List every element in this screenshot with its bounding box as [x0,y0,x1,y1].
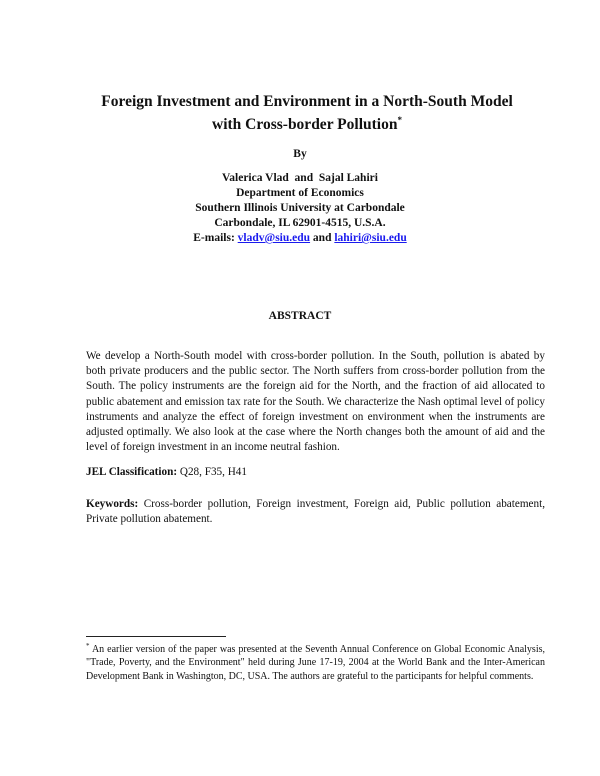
emails-and: and [312,232,332,244]
abstract-heading: ABSTRACT [268,310,332,322]
email-link-lahiri[interactable]: lahiri@siu.edu [334,232,407,244]
university: Southern Illinois University at Carbondale [195,202,405,214]
jel-label: JEL Classification: [86,466,178,478]
keywords-value: Cross-border pollution, Foreign investment, Foreign aid, Public pollution abatement, Private pollution abatement. [86,498,546,526]
abstract-text: We develop a North-South model with cross-border pollution. In the South, pollution is abated by both private producers and the public sector. The North suffers from cross-border pollution from the South. The policy instruments are the foreign aid for the North, and the fraction of aid allocated to public abatement and emission tax rate for the South. We characterize the Nash optimal level of policy instruments and analyze the effect of foreign investment on environment when the instruments are adjusted optimally. We also look at the case where the North changes both the amount of aid and the level of foreign investment in an income neutral fashion. [86,350,545,454]
title-line-2: with Cross-border Pollution [212,116,398,133]
keywords-label: Keywords: [86,498,139,510]
paper-title [60,93,554,134]
author-block [0,171,600,246]
footnote-text: An earlier version of the paper was presented at the Seventh Annual Conference on Global Economic Analysis, "Trade, Poverty, and the Environment" held during June 17-19, 2004 at the World Bank and the Inter-American Development Bank in Washington, DC, USA. The authors are grateful to the participants for helpful comments. [86,644,545,682]
authors: Valerica Vlad and Sajal Lahiri [222,172,378,184]
title-footnote-mark: * [397,115,402,125]
emails-label: E-mails: [193,232,235,244]
title-line-1: Foreign Investment and Environment in a North-South Model [101,93,513,110]
address: Carbondale, IL 62901-4515, U.S.A. [214,217,386,229]
email-link-vlad[interactable]: vladv@siu.edu [237,232,311,244]
emails-line [0,231,600,246]
keywords [86,497,545,527]
by-line: By [293,148,307,160]
footnote-divider [86,636,226,637]
jel-classification [86,466,545,478]
footnote [86,640,545,683]
jel-value: Q28, F35, H41 [179,466,247,478]
department: Department of Economics [236,187,364,199]
footnote-mark: * [86,642,90,650]
